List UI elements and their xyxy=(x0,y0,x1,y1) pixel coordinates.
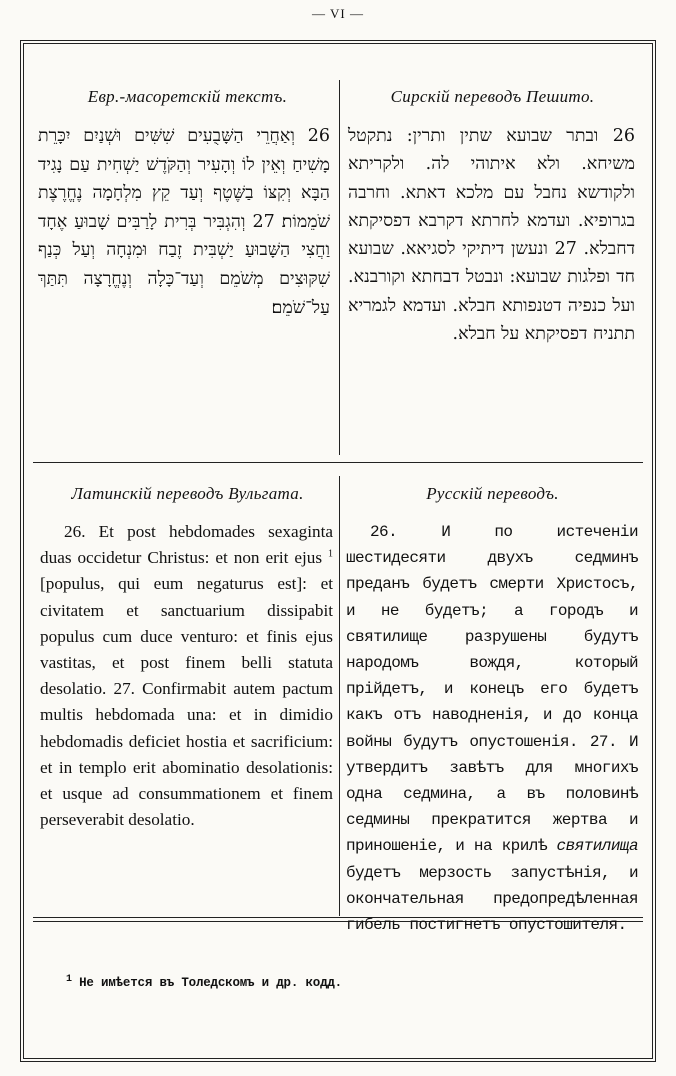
footnote xyxy=(66,973,342,990)
column-divider-top xyxy=(339,80,340,455)
footnote-reference: 1 xyxy=(328,548,333,560)
text-latin-part1: 26. Et post hebdomades sexaginta duas occidetur Christus: et non erit ejus xyxy=(40,522,333,568)
text-russian-part1: 26. И по истеченіи шестидесяти двухъ седминъ преданъ будетъ смерти Христосъ, и не будетъ; а городъ и святилище разрушены будутъ народомъ вождя, который прійдетъ, и конецъ его будетъ какъ отъ наводненія, и до конца войны будутъ опустошенія. 27. И утвердитъ завѣтъ для многихъ одна седмина, а въ половинѣ седмины прекратится жертва и приношеніе, и на крилѣ xyxy=(346,523,638,856)
text-latin-part2: [populus, qui eum negaturus est]: et civitatem et sanctuarium dissipabit populus cum duce venturo: et finis ejus vastitas, et post finem belli statuta desolatio. 27. Confirmabit autem pactum multis hebdomada una: et in dimidio hebdomadis deficiet hostia et sacrificium: et in templo erit abominatio desolationis: et usque ad consummationem et finem perseverabit desolatio. xyxy=(40,574,333,830)
text-russian-part2: будетъ мерзость запустѣнія, и окончательная предопредѣленная гибель постигнетъ опустошителя. xyxy=(346,863,638,935)
text-russian xyxy=(346,519,638,935)
heading-latin: Латинскій переводъ Вульгата. xyxy=(71,484,304,503)
heading-russian: Русскій переводъ. xyxy=(426,484,559,503)
page-number: — VI — xyxy=(312,6,364,21)
heading-hebrew: Евр.-масоретскій текстъ. xyxy=(87,87,288,106)
footnote-text: Не имѣется въ Толедскомъ и др. кодд. xyxy=(79,976,342,990)
section-divider-middle xyxy=(33,462,643,463)
text-hebrew: 26 וְאַחֲרֵי הַשָּׁבֻעִים שִׁשִּׁים וּשְׁנַיִם יִכָּרֵת מָשִׁיחַ וְאֵין לוֹ וְהָעִיר וְהַקֹּדֶשׁ יַשְׁחִית עַם נָגִיד הַבָּא וְקִצּוֹ בַשֶּׁטֶף וְעַד קֵץ מִלְחָמָה נֶחֱרֶצֶת שֹׁמֵמוֹת׃ 27 וְהִגְבִּיר בְּרִית לָרַבִּים שָׁבוּעַ אֶחָד וַחֲצִי הַשָּׁבוּעַ יַשְׁבִּית זֶבַח וּמִנְחָה וְעַל כְּנַף שִׁקּוּצִים מְשֹׁמֵם וְעַד־כָּלָה וְנֶחֱרָצָה תִּתַּךְ עַל־שֹׁמֵם׃ xyxy=(38,126,331,318)
heading-syriac: Сирскій переводъ Пешито. xyxy=(390,87,595,106)
text-syriac: 26 ובתר שבועא שתין ותרין: נתקטל משיחא. ולא איתוהי לה. ולקריתא ולקודשא נחבל עם מלכא דאתא. וחרבה בגרופיא. ועדמא לחרתא דקרבא דפסיקתא דחבלא. 27 ונעשן דיתיקי לסגיאא. שבועא חד ופלגות שבועא: ונבטל דבחתא וקורבנא. ועל כנפיה דטנפותא חבלא. ועדמא לגמריא תתניח דפסיקתא על חבלא. xyxy=(348,126,635,345)
text-russian-emphasis: святилища xyxy=(556,837,638,856)
footnote-mark: 1 xyxy=(66,973,72,985)
column-divider-bottom xyxy=(339,476,340,916)
text-latin xyxy=(40,519,333,914)
